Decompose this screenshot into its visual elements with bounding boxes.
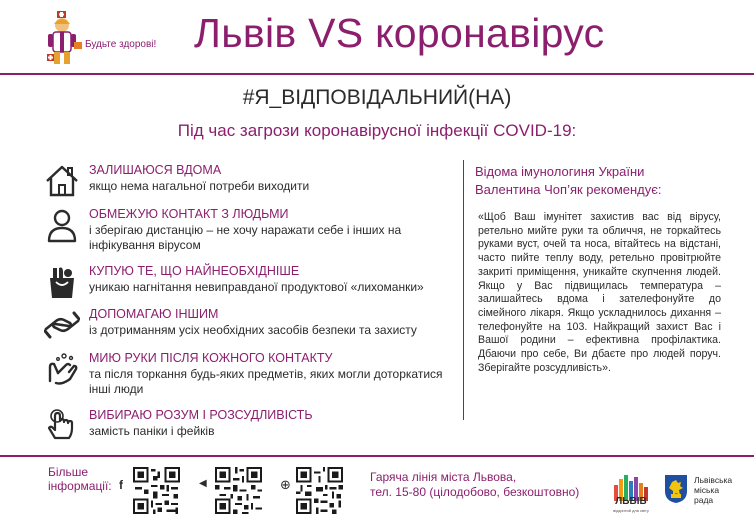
lviv-tagline: відкритий для світу <box>613 508 649 513</box>
advice-text: із дотриманням усіх необхідних засобів безпеки та захисту <box>89 323 417 337</box>
top-divider <box>0 73 754 75</box>
shopping-bag-icon <box>44 264 80 300</box>
lviv-wordmark: ЛЬВІВ <box>615 496 647 507</box>
expert-intro <box>475 163 715 199</box>
header <box>0 0 754 74</box>
page-title: Львів VS коронавірус <box>194 10 605 56</box>
advice-heading: ЗАЛИШАЮСЯ ВДОМА <box>89 163 222 177</box>
facebook-icon: f <box>119 478 123 492</box>
more-info-label <box>48 465 112 493</box>
advice-heading: КУПУЮ ТЕ, ЩО НАЙНЕОБХІДНІШЕ <box>89 264 300 278</box>
advice-heading: ОБМЕЖУЮ КОНТАКТ З ЛЮДЬМИ <box>89 207 289 221</box>
facebook-qr-code[interactable] <box>133 467 180 514</box>
hand-wash-icon <box>44 351 80 387</box>
column-divider <box>463 160 464 420</box>
expert-line-2: Валентина Чоп’як рекомендує: <box>475 182 662 197</box>
council-line-3: рада <box>694 495 714 505</box>
doctor-lion-logo-icon <box>44 10 84 68</box>
advice-heading: ВИБИРАЮ РОЗУМ І РОЗСУДЛИВІСТЬ <box>89 408 313 422</box>
council-line-1: Львівська <box>694 475 733 485</box>
advice-item-choose-reason <box>44 408 454 444</box>
advice-item-stay-home <box>44 163 454 197</box>
person-icon <box>44 207 80 243</box>
finger-tap-icon <box>44 408 80 444</box>
bottom-divider <box>0 455 754 457</box>
advice-item-buy-essentials <box>44 264 454 298</box>
more-info-line-2: інформації: <box>48 479 112 493</box>
advice-item-wash-hands <box>44 351 454 399</box>
city-council-crest-icon <box>664 474 688 504</box>
city-council-label <box>694 475 732 505</box>
more-info-line-1: Більше <box>48 465 89 479</box>
advice-text: замість паніки і фейків <box>89 424 215 438</box>
advice-text: якщо нема нагальної потреби виходити <box>89 179 310 193</box>
expert-line-1: Відома імунологиня України <box>475 164 645 179</box>
telegram-icon: ◀ <box>199 478 207 489</box>
website-qr-code[interactable] <box>296 467 343 514</box>
advice-text: уникаю нагнітання невиправданої продуктової «лихоманки» <box>89 280 424 294</box>
advice-heading: ДОПОМАГАЮ ІНШИМ <box>89 307 219 321</box>
hashtag: #Я_ВІДПОВІДАЛЬНИЙ(НА) <box>242 86 512 109</box>
advice-item-help-others <box>44 307 454 341</box>
helping-hands-icon <box>44 307 80 343</box>
hotline-phone: тел. 15-80 (цілодобово, безкоштовно) <box>370 485 580 499</box>
house-icon <box>44 163 80 199</box>
hotline-info <box>370 470 579 500</box>
subtitle: Під час загрози коронавірусної інфекції COVID-19: <box>177 121 577 140</box>
advice-text: та після торкання будь-яких предметів, яких могли доторкатися інші люди <box>89 367 443 396</box>
advice-text: і зберігаю дистанцію – не хочу наражати себе і інших на інфікування вірусом <box>89 223 402 252</box>
telegram-qr-code[interactable] <box>215 467 262 514</box>
slogan: Будьте здорові! <box>85 39 157 50</box>
advice-item-limit-contact <box>44 207 454 255</box>
globe-icon: ⊕ <box>280 477 291 492</box>
hotline-line-1: Гаряча лінія міста Львова, <box>370 470 517 484</box>
council-line-2: міська <box>694 485 720 495</box>
expert-quote: «Щоб Ваш імунітет захистив вас від вірусу, ретельно мийте руки та обличчя, не торкайтесь руками вуст, очей та носа, вітайтесь на відстані, часто пийте теплу воду, ретельно провітрюйте закриті приміщення, уникайте скупчення людей. Якщо у Вас підвищилась температура – залишайтесь вдома і зателефонуйте до сімейного лікаря. Якщо ускладнилось дихання – телефонуйте на 103. Найкращий захист Вас і Вашої родини – ефективна профілактика. Дбаючи про себе, Ви дбаєте про людей поруч. Зберігайте розсудливість». <box>478 211 721 374</box>
advice-heading: МИЮ РУКИ ПІСЛЯ КОЖНОГО КОНТАКТУ <box>89 351 333 365</box>
